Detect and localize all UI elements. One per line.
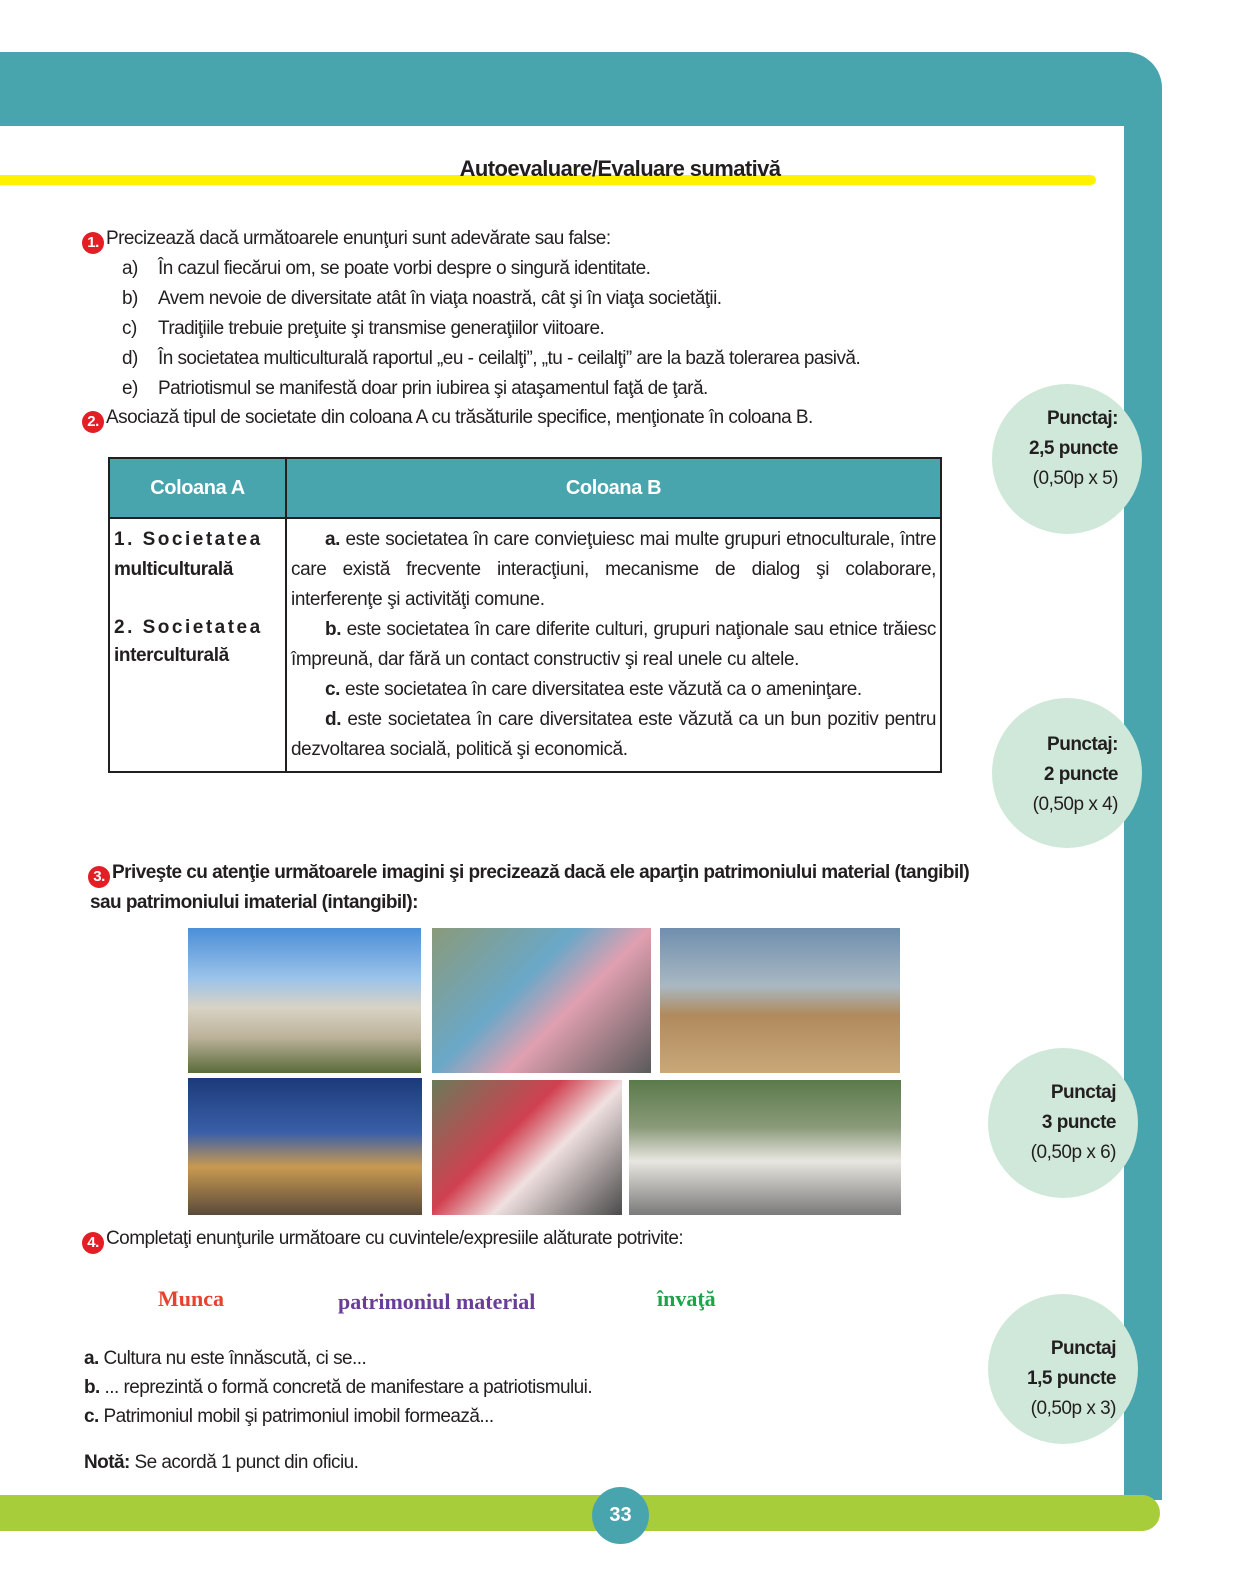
header-band [0, 52, 1162, 126]
item-label: a) [122, 258, 138, 279]
question-3 [88, 862, 969, 888]
list-item [122, 318, 604, 340]
matching-table [108, 457, 942, 773]
photo-colosseum [188, 1078, 422, 1215]
score-calc: (0,50p x 3) [1030, 1398, 1116, 1419]
list-item [122, 258, 650, 280]
list-item [122, 288, 722, 310]
score-points: 1,5 puncte [1027, 1368, 1116, 1389]
trait-item: a. este societatea în care convieţuiesc mai multe grupuri etnoculturale, între care există frecvente interacţiuni, mecanisme de dialog şi colaborare, interferenţe şi activităţi comune. [291, 529, 936, 610]
question-2 [82, 407, 813, 433]
column-b-header: Coloana B [286, 458, 941, 518]
item-text: În cazul fiecărui om, se poate vorbi despre o singură identitate. [158, 258, 651, 279]
word-option: Munca [158, 1286, 224, 1311]
society-type: multiculturală [114, 559, 233, 580]
item-label: d) [122, 348, 138, 369]
score-calc: (0,50p x 6) [1030, 1142, 1116, 1163]
question-prompt: Asociază tipul de societate din coloana A cu trăsăturile specifice, menţionate în coloana B. [106, 407, 813, 428]
list-item [122, 348, 860, 370]
trait-item: b. este societatea în care diferite culturi, grupuri naţionale sau etnice trăiesc împreună, dar fără un contact constructiv şi real unele cu altele. [291, 619, 936, 670]
score-calc: (0,50p x 5) [1032, 468, 1118, 489]
question-number: 1. [82, 232, 104, 254]
column-a-header: Coloana A [109, 458, 286, 518]
society-type: 1. Societatea [114, 529, 263, 550]
fill-item: c. Patrimoniul mobil şi patrimoniul imobil formează... [84, 1406, 494, 1427]
score-points: 2 puncte [1043, 764, 1118, 785]
fill-item: b. ... reprezintă o formă concretă de manifestare a patriotismului. [84, 1377, 593, 1398]
score-label: Punctaj [1050, 1082, 1116, 1103]
score-label: Punctaj: [1047, 734, 1118, 755]
item-text: Tradiţiile trebuie preţuite şi transmise generaţiilor viitoare. [158, 318, 605, 339]
score-q4 [996, 1334, 1116, 1424]
score-q1 [998, 404, 1118, 494]
question-prompt: Completaţi enunţurile următoare cu cuvintele/expresiile alăturate potrivite: [106, 1228, 684, 1249]
trait-item: d. este societatea în care diversitatea este văzută ca un bun pozitiv pentru dezvoltarea socială, politică şi economică. [291, 709, 936, 760]
page-number: 33 [592, 1487, 649, 1544]
item-label: e) [122, 378, 138, 399]
list-item [122, 378, 708, 400]
column-a-cell [109, 518, 286, 772]
score-points: 3 puncte [1041, 1112, 1116, 1133]
society-type: 2. Societatea [114, 617, 263, 638]
photo-athenaeum [188, 928, 421, 1073]
column-b-cell [286, 518, 941, 772]
item-label: b) [122, 288, 138, 309]
photo-folk-dancers [432, 928, 651, 1073]
question-4 [82, 1228, 683, 1254]
question-number: 3. [88, 866, 110, 888]
fill-item: a. Cultura nu este înnăscută, ci se... [84, 1348, 367, 1369]
page-title: Autoevaluare/Evaluare sumativă [459, 156, 781, 181]
trait-item: c. este societatea în care diversitatea este văzută ca o ameninţare. [325, 679, 862, 700]
score-points: 2,5 puncte [1029, 438, 1118, 459]
note: Notă: Se acordă 1 punct din oficiu. [84, 1452, 359, 1473]
question-prompt-cont: sau patrimoniului imaterial (intangibil): [90, 892, 418, 913]
photo-folk-dance [629, 1080, 901, 1215]
society-type: interculturală [114, 645, 229, 666]
photo-folk-costumes [432, 1080, 622, 1215]
score-label: Punctaj [1050, 1338, 1116, 1359]
question-1 [82, 228, 611, 254]
question-prompt: Precizează dacă următoarele enunţuri sunt adevărate sau false: [106, 228, 611, 249]
photo-pyramid [660, 928, 900, 1073]
question-number: 4. [82, 1232, 104, 1254]
question-number: 2. [82, 411, 104, 433]
word-option: învaţă [657, 1286, 716, 1311]
item-label: c) [122, 318, 137, 339]
word-option: patrimoniul material [338, 1289, 536, 1314]
item-text: Patriotismul se manifestă doar prin iubirea şi ataşamentul faţă de ţară. [158, 378, 708, 399]
item-text: În societatea multiculturală raportul „eu - ceilalţi”, „tu - ceilalţi” are la bază tolerarea pasivă. [158, 348, 861, 369]
score-q2 [998, 730, 1118, 820]
score-calc: (0,50p x 4) [1032, 794, 1118, 815]
question-prompt: Priveşte cu atenţie următoarele imagini şi precizează dacă ele aparţin patrimoniului material (tangibil) [112, 862, 970, 883]
footer-band [0, 1495, 1160, 1531]
item-text: Avem nevoie de diversitate atât în viaţa noastră, cât şi în viaţa societăţii. [158, 288, 722, 309]
score-q3 [996, 1078, 1116, 1168]
score-label: Punctaj: [1047, 408, 1118, 429]
